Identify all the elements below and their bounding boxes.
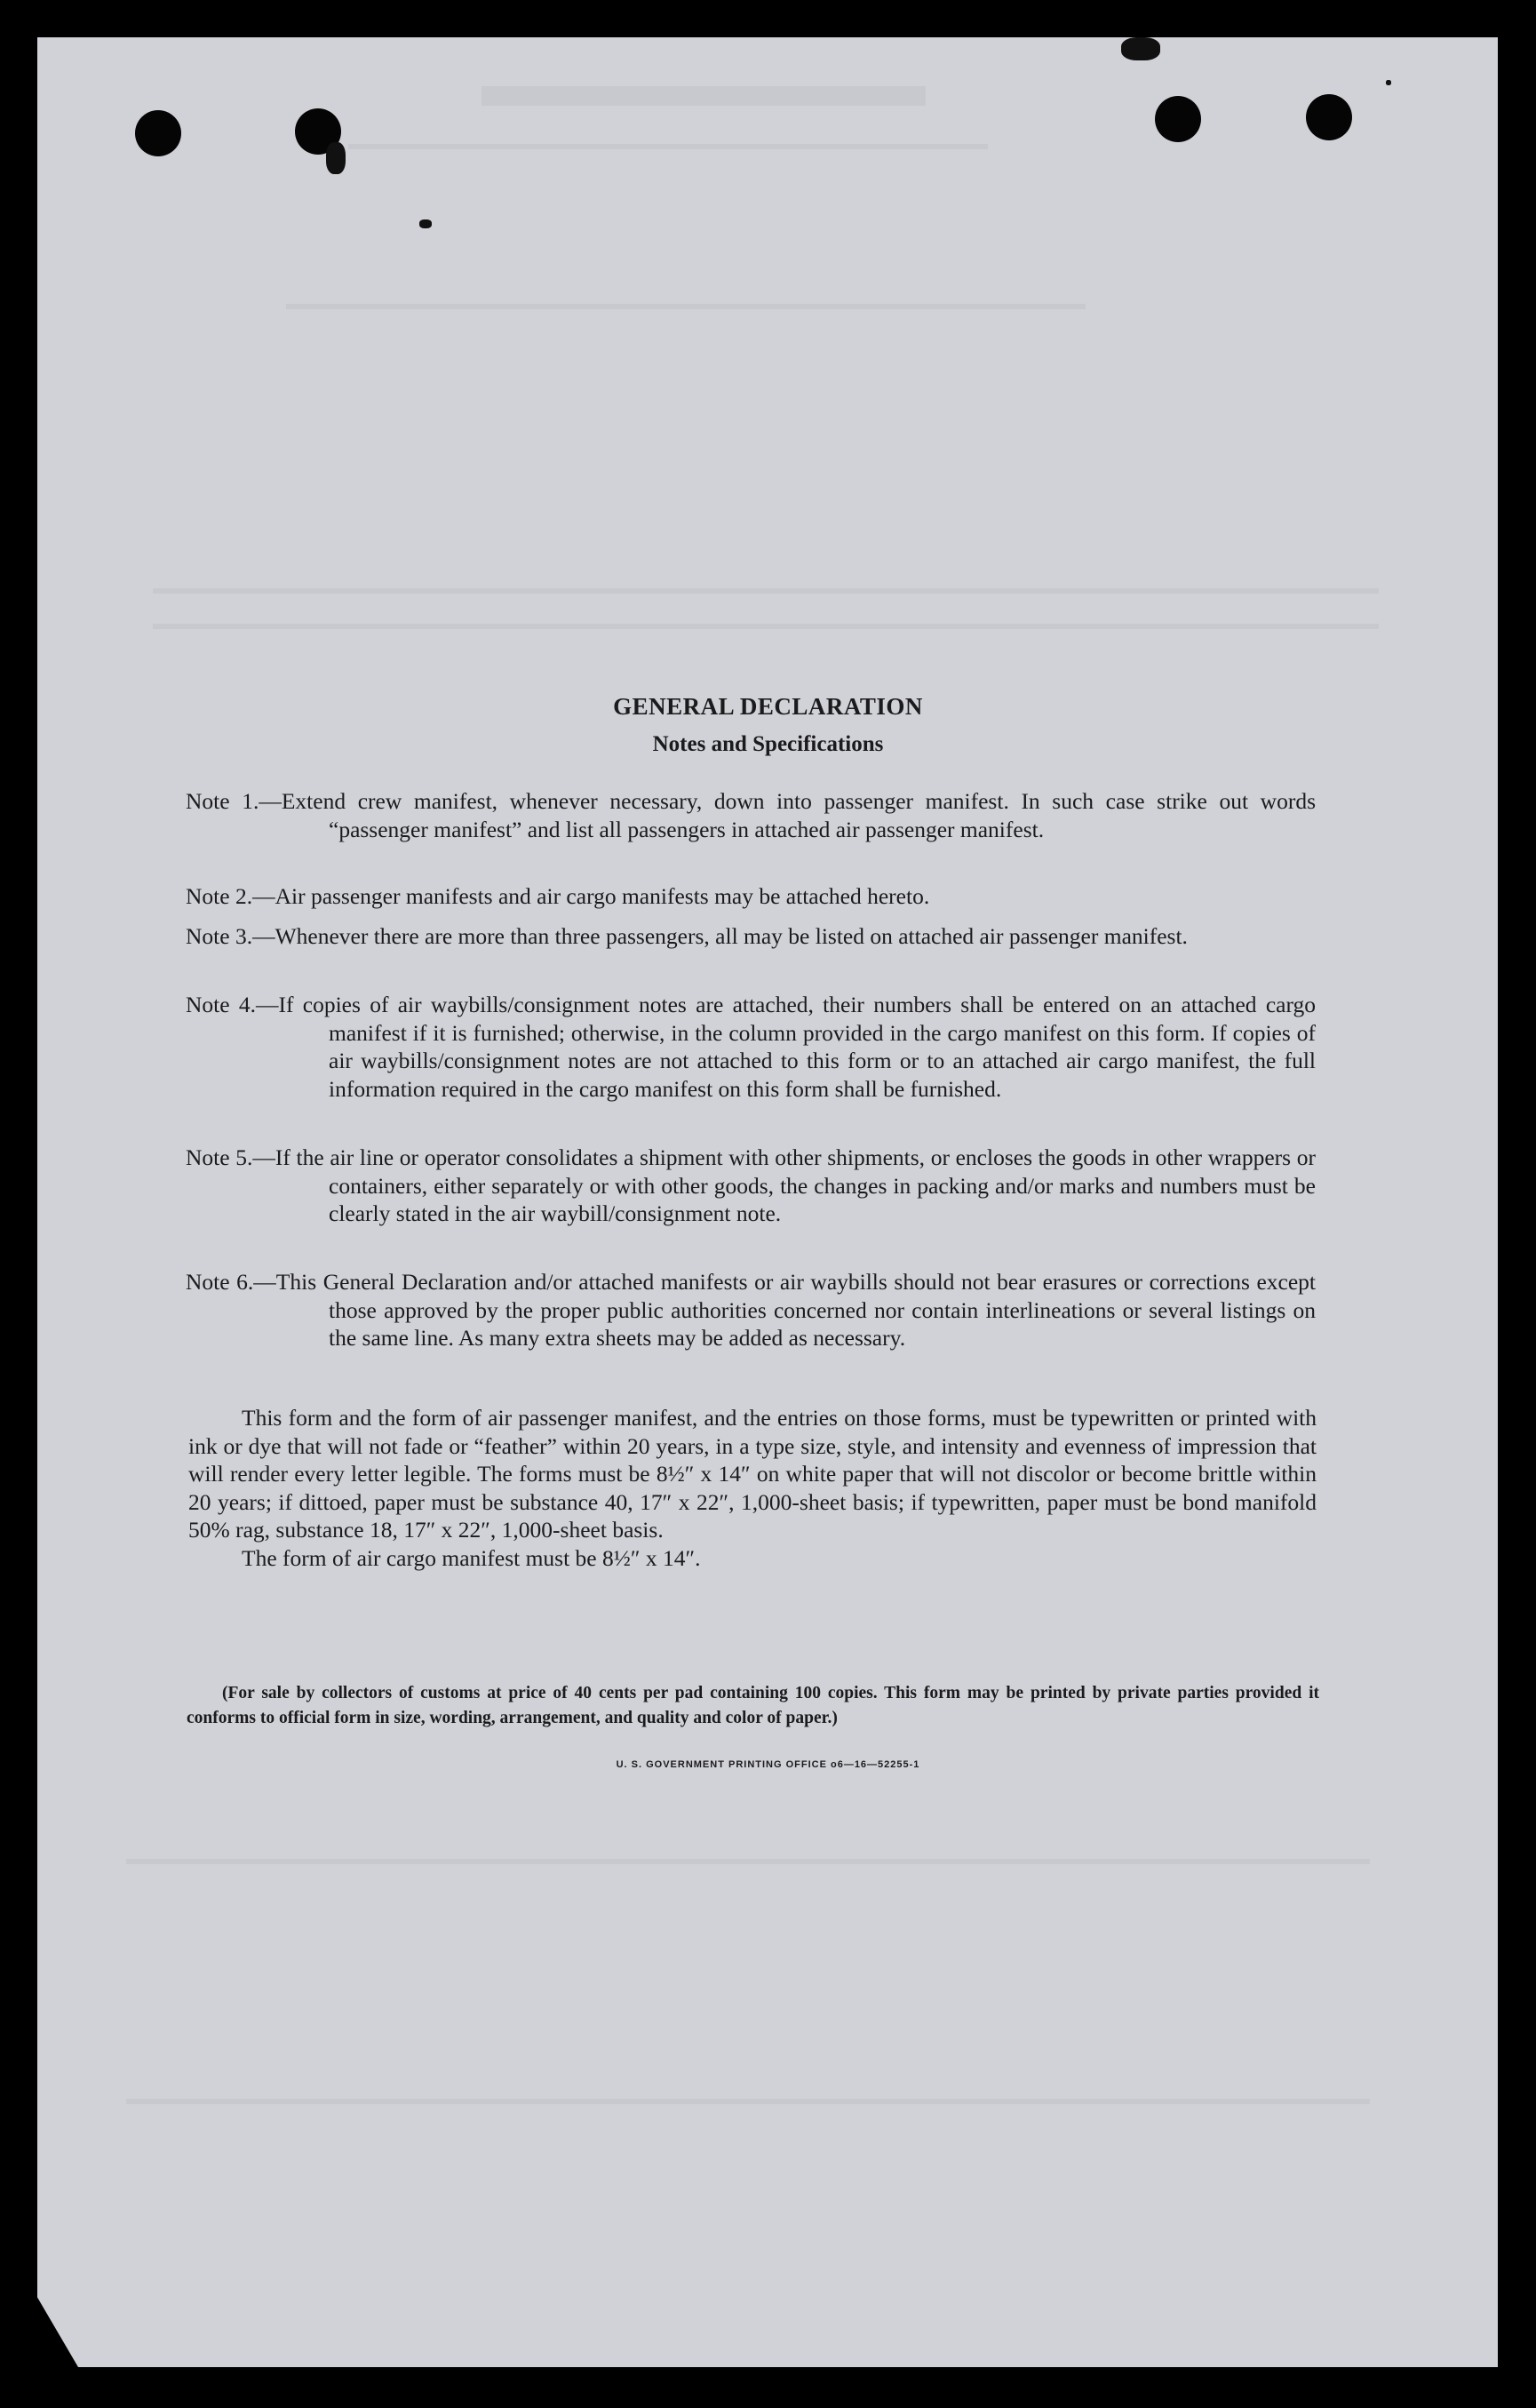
bleed-through-mark	[481, 86, 926, 106]
note-number: 5	[235, 1144, 247, 1170]
punch-hole	[1155, 96, 1201, 142]
ink-speck	[1386, 80, 1391, 85]
note-body: Whenever there are more than three passengers, all may be listed on attached air passenger manifest.	[275, 923, 1188, 949]
note-label: Note	[186, 883, 230, 909]
note-text: Note 2.—Air passenger manifests and air cargo manifests may be attached hereto.	[186, 883, 930, 909]
note-text: Note 4.—If copies of air waybills/consignment notes are attached, their numbers shall be entered on an attached cargo manifest if it is furnished; otherwise, in the column provided in the cargo manifest on this form. If copies of air waybills/consignment notes are not attached to this form or to an attached air cargo manifest, the full information required in the cargo manifest on this form shall be furnished.	[186, 992, 1316, 1102]
note-text: Note 5.—If the air line or operator consolidates a shipment with other shipments, or encloses the goods in other wrappers or containers, either separately or with other goods, the changes in packing and/or marks and numbers must be clearly stated in the air waybill/consignment note.	[186, 1144, 1316, 1226]
bleed-through-mark	[286, 304, 1086, 309]
note-text: Note 6.—This General Declaration and/or attached manifests or air waybills should not bear erasures or corrections except those approved by the proper public authorities concerned nor contain interlineations or several listings on the same line. As many extra sheets may be added as necessary.	[186, 1269, 1316, 1351]
note-label: Note	[186, 788, 230, 814]
sale-notice-text: (For sale by collectors of customs at price of 40 cents per pad containing 100 copies. This form may be printed by private parties provided it conforms to official form in size, wording, arrangement, and quality and color of paper.)	[187, 1684, 1319, 1727]
note-text: Note 1.—Extend crew manifest, whenever necessary, down into passenger manifest. In such case strike out words “passenger manifest” and list all passengers in attached air passenger manifest.	[186, 788, 1317, 842]
bleed-through-mark	[126, 2099, 1370, 2104]
note-text: Note 3.—Whenever there are more than three passengers, all may be listed on attached air passenger manifest.	[186, 923, 1188, 949]
note-label: Note	[186, 1269, 230, 1295]
note-3	[186, 922, 1316, 951]
cargo-manifest-size: The form of air cargo manifest must be 8½″ x 14″.	[242, 1544, 701, 1571]
bleed-through-mark	[348, 144, 988, 149]
note-body: Air passenger manifests and air cargo manifests may be attached hereto.	[275, 883, 930, 909]
note-6	[186, 1268, 1316, 1352]
ink-speck	[419, 219, 432, 228]
punch-hole	[1306, 94, 1352, 140]
ink-blot	[1121, 37, 1160, 60]
note-body: This General Declaration and/or attached manifests or air waybills should not bear erasures or corrections except those approved by the proper public authorities concerned nor contain interlineations or several listings on the same line. As many extra sheets may be added as necessary.	[275, 1269, 1316, 1351]
note-body: Extend crew manifest, whenever necessary, down into passenger manifest. In such case strike out words “passenger manifest” and list all passengers in attached air passenger manifest.	[281, 788, 1317, 842]
note-2	[186, 882, 1316, 911]
page-title: GENERAL DECLARATION	[613, 693, 923, 720]
note-label: Note	[186, 923, 230, 949]
note-label: Note	[186, 1144, 230, 1170]
ink-blot	[326, 142, 346, 174]
note-1	[186, 787, 1316, 843]
punch-hole	[135, 110, 181, 156]
note-number: 3	[235, 923, 247, 949]
note-4	[186, 991, 1316, 1103]
sale-notice	[187, 1681, 1319, 1731]
note-number: 1	[242, 788, 253, 814]
bleed-through-mark	[153, 624, 1379, 629]
specifications-paragraph	[188, 1404, 1317, 1572]
bleed-through-mark	[153, 588, 1379, 594]
note-5	[186, 1144, 1316, 1228]
note-number: 6	[236, 1269, 248, 1295]
note-body: If the air line or operator consolidates a shipment with other shipments, or encloses the goods in other wrappers or containers, either separately or with other goods, the changes in packing and/or marks and numbers must be clearly stated in the air waybill/consignment note.	[275, 1144, 1316, 1226]
note-label: Note	[186, 992, 230, 1017]
note-body: If copies of air waybills/consignment notes are attached, their numbers shall be entered on an attached cargo manifest if it is furnished; otherwise, in the column provided in the cargo manifest on this form. If copies of air waybills/consignment notes are not attached to this form or to an attached air cargo manifest, the full information required in the cargo manifest on this form shall be furnished.	[278, 992, 1316, 1102]
note-number: 2	[235, 883, 247, 909]
page-subtitle: Notes and Specifications	[652, 732, 884, 756]
bleed-through-mark	[126, 1859, 1370, 1864]
printer-imprint: U. S. GOVERNMENT PRINTING OFFICE o6—16—52255-1	[616, 1759, 920, 1770]
paper-requirements: This form and the form of air passenger manifest, and the entries on those forms, must be typewritten or printed with ink or dye that will not fade or “feather” within 20 years, in a type size, style, and intensity and evenness of impression that will render every letter legible. The forms must be 8½″ x 14″ on white paper that will not discolor or become brittle within 20 years; if dittoed, paper must be substance 40, 17″ x 22″, 1,000-sheet basis; if typewritten, paper must be bond manifold 50% rag, substance 18, 17″ x 22″, 1,000-sheet basis.	[188, 1405, 1317, 1543]
note-number: 4	[238, 992, 251, 1017]
